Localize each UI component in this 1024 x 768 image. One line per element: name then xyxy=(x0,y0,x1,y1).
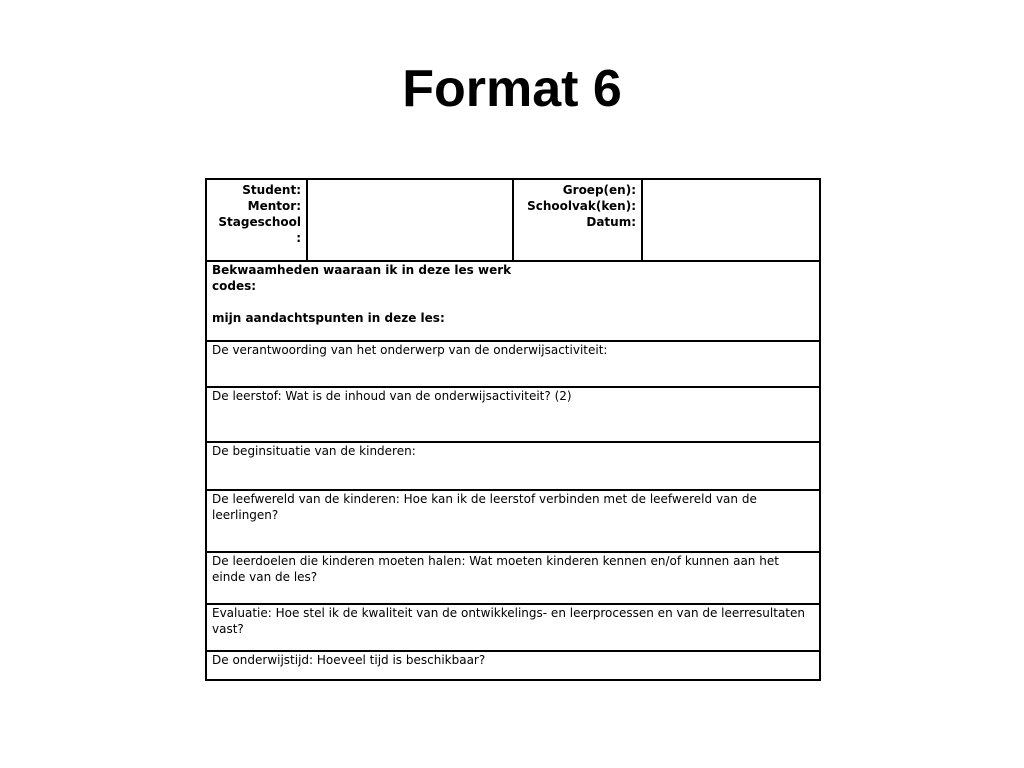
leefwereld-cell[interactable]: De leefwereld van de kinderen: Hoe kan ik de leerstof verbinden met de leefwereld van de leerlingen? xyxy=(206,490,820,552)
onderwijstijd-row xyxy=(206,651,820,680)
beginsituatie-row xyxy=(206,442,820,490)
beginsituatie-cell[interactable]: De beginsituatie van de kinderen: xyxy=(206,442,820,490)
competencies-heading: Bekwaamheden waaraan ik in deze les werk xyxy=(212,263,512,277)
student-info-labels xyxy=(206,179,307,261)
lesson-plan-form-table xyxy=(205,178,821,681)
mentor-label: Mentor: xyxy=(247,199,301,213)
datum-label: Datum: xyxy=(586,215,636,229)
competencies-cell[interactable] xyxy=(206,261,820,341)
stageschool-label-colon: : xyxy=(296,231,301,245)
student-info-value-cell[interactable] xyxy=(307,179,513,261)
evaluatie-row xyxy=(206,604,820,651)
header-row xyxy=(206,179,820,261)
onderwijstijd-cell[interactable]: De onderwijstijd: Hoeveel tijd is beschikbaar? xyxy=(206,651,820,680)
verantwoording-row xyxy=(206,341,820,387)
competencies-row xyxy=(206,261,820,341)
spacer xyxy=(212,294,814,310)
leerstof-row xyxy=(206,387,820,442)
schoolvak-label: Schoolvak(ken): xyxy=(527,199,636,213)
attention-points-label: mijn aandachtspunten in deze les: xyxy=(212,311,445,325)
leerdoelen-row xyxy=(206,552,820,604)
verantwoording-cell[interactable]: De verantwoording van het onderwerp van de onderwijsactiviteit: xyxy=(206,341,820,387)
student-label: Student: xyxy=(242,183,301,197)
codes-label: codes: xyxy=(212,279,257,293)
evaluatie-cell[interactable]: Evaluatie: Hoe stel ik de kwaliteit van de ontwikkelings- en leerprocessen en van de leerresultaten vast? xyxy=(206,604,820,651)
stageschool-label: Stageschool xyxy=(218,215,301,229)
groep-label: Groep(en): xyxy=(562,183,636,197)
class-info-labels xyxy=(513,179,642,261)
slide-title: Format 6 xyxy=(402,60,622,118)
leerdoelen-cell[interactable]: De leerdoelen die kinderen moeten halen: Wat moeten kinderen kennen en/of kunnen aan het einde van de les? xyxy=(206,552,820,604)
leerstof-cell[interactable]: De leerstof: Wat is de inhoud van de onderwijsactiviteit? (2) xyxy=(206,387,820,442)
class-info-value-cell[interactable] xyxy=(642,179,820,261)
leefwereld-row xyxy=(206,490,820,552)
